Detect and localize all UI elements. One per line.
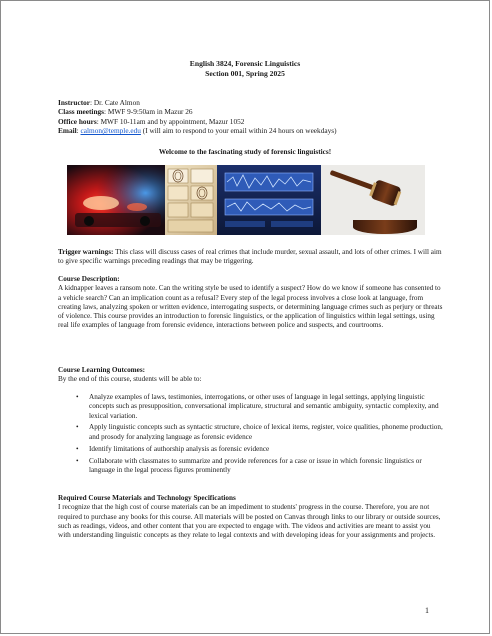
bullet-icon: •: [76, 444, 79, 453]
bullet-icon: •: [76, 393, 79, 401]
course-materials: [58, 494, 444, 540]
page-number: 1: [425, 606, 429, 615]
course-title: English 3824, Forensic Linguistics: [189, 59, 301, 68]
office-hours-line: [58, 117, 448, 126]
list-item-text: Apply linguistic concepts such as syntactic structure, choice of lexical items, register, voice qualities, phoneme production, and prosody for analyzing language as forensic evidence: [89, 423, 443, 441]
bullet-icon: •: [76, 456, 79, 465]
email-link[interactable]: calmon@temple.edu: [80, 126, 141, 136]
learning-outcomes: [58, 366, 444, 385]
course-info: [58, 98, 448, 136]
list-item-text: Collaborate with classmates to summarize and provide references for a case or issue in which forensic linguistics or language in the legal process figures prominently: [89, 456, 422, 474]
course-description: [58, 275, 444, 331]
course-materials-text: I recognize that the high cost of course materials can be an impediment to students' progress in the course. Therefore, you are not required to purchase any books for this course. All materials will be posted on Canvas through links to our library or outside sources, such as readings, videos, and other content that you are expected to engage with. The videos and activities are meant to assist you with understanding linguistic concepts as they relate to legal contexts and with developing ideas for your assignments and projects.: [58, 503, 441, 540]
instructor-line: [58, 98, 448, 107]
email-note: (I will aim to respond to your email within 24 hours on weekdays): [140, 126, 337, 136]
list-item: [65, 423, 445, 442]
meetings-line: [58, 107, 448, 116]
fingerprint-documents-photo: [165, 165, 217, 235]
waveform-analysis-screen-photo: [217, 165, 321, 235]
trigger-warnings-heading: Trigger warnings:: [58, 248, 114, 256]
course-materials-heading: Required Course Materials and Technology Specifications: [58, 494, 236, 502]
course-description-heading: Course Description:: [58, 275, 120, 283]
list-item: [65, 393, 445, 421]
learning-outcomes-list: [65, 393, 445, 478]
welcome-heading: Welcome to the fascinating study of forensic linguistics!: [158, 147, 332, 156]
course-section: Section 001, Spring 2025: [205, 69, 285, 78]
email-line: [58, 126, 448, 135]
meetings-label: Class meetings: [58, 107, 105, 117]
trigger-warnings-text: This class will discuss cases of real crimes that include murder, sexual assault, and lots of other crimes. I will aim to give specific warnings preceding readings that may be triggering.: [58, 248, 442, 266]
list-item: [65, 445, 445, 454]
instructor-value: : Dr. Cate Almon: [90, 98, 140, 107]
list-item-text: Identify limitations of authorship analysis as forensic evidence: [89, 444, 270, 453]
banner-image: [67, 165, 425, 235]
meetings-value: : MWF 9-9:50am in Mazur 26: [104, 107, 193, 117]
list-item-text: Analyze examples of laws, testimonies, interrogations, or other uses of language in legal settings, applying linguistic concepts such as presupposition, conversational implicature, structural and semantic ambiguity, syntactic complexity, and lexical variation.: [89, 393, 439, 420]
bullet-icon: •: [76, 423, 79, 432]
trigger-warnings: [58, 248, 444, 267]
learning-outcomes-heading: Course Learning Outcomes:: [58, 366, 146, 374]
learning-outcomes-intro: By the end of this course, students will be able to:: [58, 375, 202, 384]
list-item: [65, 457, 445, 476]
course-header: [1, 59, 489, 79]
office-hours-value: : MWF 10-11am and by appointment, Mazur 1052: [96, 116, 245, 126]
office-hours-label: Office hours: [58, 116, 97, 126]
judge-gavel-photo: [321, 165, 425, 235]
course-description-text: A kidnapper leaves a ransom note. Can the writing style be used to identify a suspect? How do we know if someone has consented to a vehicle search? Can an implication count as a refusal? Every step of the legal process involves a close look at language, from creating laws, analyzing spoken or written evidence, interrogating suspects, or determining language crimes such as perjury or threats of violence. This course provides an introduction to forensic linguistics, or the application of linguistics within legal settings, using real life examples of language from forensic evidence, interactions between police and suspects, and courtrooms.: [58, 284, 443, 330]
email-label: Email: [58, 126, 77, 136]
instructor-label: Instructor: [58, 98, 91, 107]
police-car-lights-photo: [67, 165, 165, 235]
email-separator: :: [76, 126, 81, 136]
